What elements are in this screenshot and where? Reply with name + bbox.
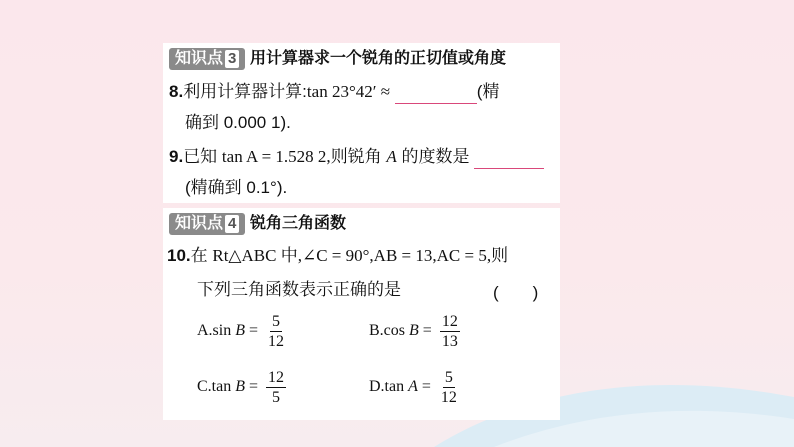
answer-bracket[interactable]: ( ) (493, 283, 539, 302)
knowledge-card-4 (163, 208, 560, 420)
math-variable: A (408, 378, 418, 396)
denominator: 12 (268, 333, 285, 350)
option-d[interactable]: D.tan A = $\frac{5}{12}$ (369, 369, 457, 406)
option-b[interactable]: B.cos B = $\frac{12}{13}$ (369, 313, 458, 350)
math-variable: B (235, 378, 245, 396)
option-prefix: D.tan (369, 378, 405, 396)
denominator: 5 (272, 389, 281, 406)
question-9-line-2: (精确到 0.1°). (185, 178, 288, 197)
math-expression: tan A = 1.528 2, (221, 147, 331, 166)
tag-number: 3 (225, 50, 239, 68)
question-text: (精 (476, 82, 500, 101)
option-prefix: B.cos (369, 322, 405, 340)
fraction (266, 312, 286, 351)
question-10-line-1 (167, 244, 508, 268)
question-number: 8. (169, 82, 184, 101)
fraction (439, 368, 459, 407)
math-expression: tan 23°42′ ≈ (306, 82, 391, 101)
tag-label: 知识点 (175, 215, 224, 232)
answer-blank[interactable] (474, 150, 544, 169)
math-variable: A (386, 147, 397, 166)
option-c[interactable]: C.tan B = $\frac{12}{5}$ (197, 369, 285, 406)
numerator: 5 (272, 313, 281, 330)
question-text: 已知 (183, 147, 218, 166)
knowledge-card-3 (163, 43, 560, 203)
numerator: 12 (441, 313, 458, 330)
fraction (266, 368, 286, 407)
numerator: 12 (268, 369, 285, 386)
question-text: 则锐角 (330, 147, 382, 166)
numerator: 5 (444, 369, 453, 386)
section-title: 用计算器求一个锐角的正切值或角度 (250, 50, 507, 67)
question-10-line-2: 下列三角函数表示正确的是 (197, 280, 401, 299)
denominator: 12 (440, 389, 457, 406)
question-text: 在 (190, 246, 208, 265)
option-prefix: C.tan (197, 378, 232, 396)
question-8-line-2: 确到 0.000 1). (185, 113, 291, 132)
knowledge-tag-3 (169, 48, 245, 70)
question-text: 的度数是 (401, 147, 470, 166)
math-variable: B (409, 322, 419, 340)
question-text: 则 (491, 246, 509, 265)
question-9-line-1 (169, 145, 544, 169)
option-prefix: A.sin (197, 322, 232, 340)
option-a[interactable]: A.sin B = $\frac{5}{12}$ (197, 313, 285, 350)
tag-label: 知识点 (175, 50, 224, 67)
question-number: 9. (169, 147, 184, 166)
fraction (440, 312, 460, 351)
question-number: 10. (167, 246, 191, 265)
question-8-line-1 (169, 80, 499, 104)
denominator: 13 (441, 333, 458, 350)
math-variable: B (235, 322, 246, 340)
answer-blank[interactable] (395, 85, 477, 104)
section-title: 锐角三角函数 (250, 215, 347, 232)
tag-number: 4 (225, 215, 239, 233)
knowledge-tag-4 (169, 213, 245, 235)
question-text: 利用计算器计算: (183, 82, 307, 101)
math-expression: Rt△ABC 中,∠C = 90°,AB = 13,AC = 5, (212, 246, 492, 265)
